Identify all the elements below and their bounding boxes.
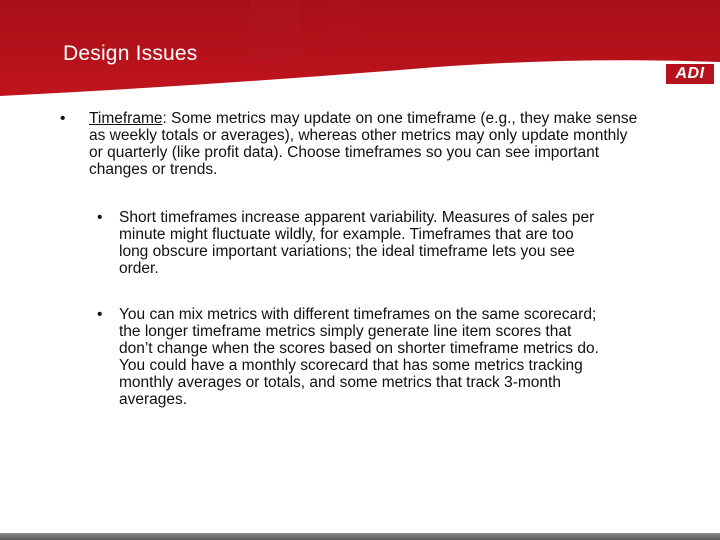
- bullet-mark: •: [60, 110, 66, 127]
- adi-logo: ADI: [666, 64, 714, 84]
- bullet-body: : Some metrics may update on one timeframe (e.g., they make sense as weekly totals or averages), whereas other metrics may only update monthly or quarterly (like profit data). Choose timeframes so you can see important changes or trends.: [89, 110, 638, 178]
- bullet-text: [89, 110, 640, 178]
- sub-bullet-item-mix-timeframes: [97, 306, 607, 408]
- sub-bullet-mark: •: [97, 209, 103, 226]
- sub-bullet-item-short-timeframes: [97, 209, 607, 277]
- sub-bullet-text: You can mix metrics with different timeframes on the same scorecard; the longer timeframe metrics simply generate line item scores that don’t change when the scores based on shorter timeframe metrics do. You could have a monthly scorecard that has some metrics tracking monthly averages or totals, and some metrics that track 3-month averages.: [119, 306, 599, 408]
- footer-bar: [0, 533, 720, 540]
- slide-title: Design Issues: [63, 42, 198, 65]
- bullet-term: Timeframe: [89, 110, 163, 127]
- bullet-item-timeframe: [60, 110, 640, 178]
- sub-bullet-text: Short timeframes increase apparent variability. Measures of sales per minute might fluctuate wildly, for example. Timeframes that are too long obscure important variations; the ideal timeframe lets you see order.: [119, 209, 595, 277]
- sub-bullet-mark: •: [97, 306, 103, 323]
